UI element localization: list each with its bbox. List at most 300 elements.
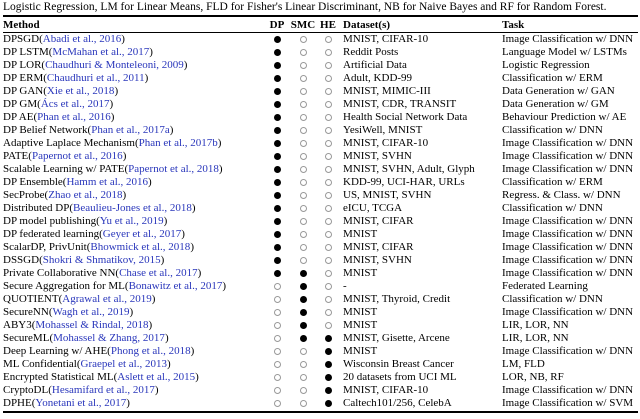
he-indicator-icon	[325, 244, 332, 251]
he-indicator-icon	[325, 166, 332, 173]
smc-indicator-icon	[300, 205, 307, 212]
method-cell	[3, 72, 265, 85]
datasets-cell: MNIST, CDR, TRANSIT	[343, 98, 457, 110]
citation-close-paren: )	[149, 46, 153, 58]
task-cell: Classification w/ ERM	[502, 72, 603, 84]
smc-cell	[289, 293, 317, 306]
citation-link[interactable]: Ács et al., 2017	[40, 98, 110, 110]
citation-link[interactable]: Zhao et al., 2018	[48, 189, 123, 201]
method-name: DP model publishing	[3, 215, 97, 227]
citation-close-paren: )	[148, 319, 153, 331]
dp-cell	[265, 59, 289, 72]
citation-close-paren: )	[122, 189, 127, 201]
dp-cell	[265, 215, 289, 228]
he-cell	[317, 189, 339, 202]
he-cell	[317, 59, 339, 72]
citation-link[interactable]: Xie et al., 2018	[46, 85, 115, 97]
smc-indicator-icon	[300, 387, 307, 394]
method-name: DP federated learning	[3, 228, 100, 240]
dp-indicator-icon	[274, 335, 281, 342]
he-indicator-icon	[325, 88, 332, 95]
he-indicator-icon	[325, 62, 332, 69]
table-row	[3, 72, 638, 85]
smc-cell	[289, 72, 317, 85]
dp-cell	[265, 150, 289, 163]
he-indicator-icon	[325, 309, 332, 316]
dp-cell	[265, 345, 289, 358]
citation-open-paren: (	[124, 280, 129, 292]
task-cell: Regress. & Class. w/ DNN	[502, 189, 621, 201]
citation-open-paren: (	[86, 241, 91, 253]
datasets-cell: Caltech101/256, CelebA	[343, 397, 452, 409]
dp-indicator-icon	[274, 257, 281, 264]
citation-link[interactable]: Phong et al., 2018	[110, 345, 191, 357]
smc-indicator-icon	[300, 322, 307, 329]
citation-open-paren: (	[62, 176, 67, 188]
smc-indicator-icon	[300, 374, 307, 381]
he-indicator-icon	[325, 374, 332, 381]
citation-link[interactable]: Bonawitz et al., 2017	[128, 280, 223, 292]
citation-open-paren: (	[43, 72, 47, 84]
task-cell: Image Classification w/ DNN	[502, 215, 634, 227]
smc-indicator-icon	[300, 218, 307, 225]
dp-indicator-icon	[274, 192, 281, 199]
citation-open-paren: (	[107, 345, 111, 357]
citation-link[interactable]: Wagh et al., 2019	[52, 306, 130, 318]
task-cell: LIR, LOR, NN	[502, 319, 569, 331]
citation-close-paren: )	[190, 241, 194, 253]
citation-close-paren: )	[197, 267, 202, 279]
method-cell	[3, 293, 265, 306]
citation-close-paren: )	[217, 137, 222, 149]
he-indicator-icon	[325, 322, 332, 329]
he-cell	[317, 72, 339, 85]
datasets-cell: MNIST, SVHN	[343, 254, 412, 266]
dp-cell	[265, 319, 289, 332]
task-cell: LIR, LOR, NN	[502, 332, 569, 344]
dp-indicator-icon	[274, 218, 281, 225]
dp-indicator-icon	[274, 296, 281, 303]
table-row	[3, 358, 638, 371]
citation-close-paren: )	[190, 345, 195, 357]
column-header-datasets: Dataset(s)	[343, 18, 391, 31]
datasets-cell: MNIST, SVHN, Adult, Glyph	[343, 163, 475, 175]
citation-close-paren: )	[191, 202, 196, 214]
citation-link[interactable]: Papernot et al., 2018	[128, 163, 219, 175]
table-row	[3, 371, 638, 384]
datasets-cell: MNIST, SVHN	[343, 150, 412, 162]
method-name: CryptoDL	[3, 384, 49, 396]
method-cell	[3, 176, 265, 189]
method-cell	[3, 98, 265, 111]
method-name: Secure Aggregation for ML	[3, 280, 125, 292]
smc-indicator-icon	[300, 36, 307, 43]
dp-indicator-icon	[274, 140, 281, 147]
citation-link[interactable]: Shokri & Shmatikov, 2015	[42, 254, 161, 266]
dp-indicator-icon	[274, 244, 281, 251]
he-cell	[317, 111, 339, 124]
he-indicator-icon	[325, 361, 332, 368]
citation-link[interactable]: Chaudhuri & Monteleoni, 2009	[45, 59, 184, 71]
citation-open-paren: (	[113, 371, 118, 383]
method-cell	[3, 33, 265, 46]
citation-close-paren: )	[181, 228, 185, 240]
method-cell	[3, 59, 265, 72]
method-cell	[3, 345, 265, 358]
method-cell	[3, 397, 265, 410]
citation-open-paren: (	[48, 46, 53, 58]
column-header-he: HE	[320, 18, 336, 31]
he-cell	[317, 254, 339, 267]
smc-indicator-icon	[300, 296, 307, 303]
task-cell: Logistic Regression	[502, 59, 590, 71]
task-cell: Classification w/ DNN	[502, 293, 603, 305]
dp-cell	[265, 72, 289, 85]
method-name: Encrypted Statistical ML	[3, 371, 114, 383]
task-cell: Language Model w/ LSTMs	[502, 46, 627, 58]
citation-open-paren: (	[69, 202, 73, 214]
smc-indicator-icon	[300, 127, 307, 134]
smc-cell	[289, 397, 317, 410]
smc-cell	[289, 59, 317, 72]
citation-link[interactable]: Bhowmick et al., 2018	[90, 241, 191, 253]
he-cell	[317, 176, 339, 189]
citation-link[interactable]: Chaudhuri et al., 2011	[46, 72, 145, 84]
citation-link[interactable]: Beaulieu-Jones et al., 2018	[72, 202, 192, 214]
he-cell	[317, 124, 339, 137]
table-row	[3, 111, 638, 124]
he-cell	[317, 98, 339, 111]
smc-indicator-icon	[300, 309, 307, 316]
citation-close-paren: )	[164, 332, 169, 344]
method-name: DPHE	[3, 397, 32, 409]
table-row	[3, 397, 638, 410]
method-cell	[3, 85, 265, 98]
method-cell	[3, 46, 265, 59]
citation-close-paren: )	[129, 306, 134, 318]
he-indicator-icon	[325, 231, 332, 238]
citation-close-paren: )	[183, 59, 188, 71]
dp-indicator-icon	[274, 36, 281, 43]
he-indicator-icon	[325, 153, 332, 160]
datasets-cell: MNIST, Thyroid, Credit	[343, 293, 451, 305]
citation-open-paren: (	[87, 124, 92, 136]
dp-cell	[265, 332, 289, 345]
table-row	[3, 137, 638, 150]
citation-close-paren: )	[121, 33, 125, 45]
smc-cell	[289, 202, 317, 215]
citation-open-paren: (	[99, 228, 103, 240]
datasets-cell: Reddit Posts	[343, 46, 399, 58]
method-name: DPSGD	[3, 33, 40, 45]
method-cell	[3, 280, 265, 293]
smc-cell	[289, 215, 317, 228]
table-row	[3, 332, 638, 345]
task-cell: Federated Learning	[502, 280, 588, 292]
dp-indicator-icon	[274, 374, 281, 381]
method-cell	[3, 319, 265, 332]
table-row	[3, 46, 638, 59]
task-cell: Image Classification w/ DNN	[502, 345, 634, 357]
table-row	[3, 228, 638, 241]
task-cell: Image Classification w/ SVM	[502, 397, 634, 409]
smc-cell	[289, 98, 317, 111]
method-cell	[3, 215, 265, 228]
citation-close-paren: )	[218, 163, 223, 175]
table-row	[3, 384, 638, 397]
dp-indicator-icon	[274, 205, 281, 212]
citation-close-paren: )	[160, 254, 165, 266]
citation-link[interactable]: Yonetani et al., 2017	[35, 397, 127, 409]
method-cell	[3, 241, 265, 254]
he-indicator-icon	[325, 140, 332, 147]
smc-cell	[289, 85, 317, 98]
he-indicator-icon	[325, 283, 332, 290]
smc-cell	[289, 267, 317, 280]
citation-link[interactable]: Chase et al., 2017	[119, 267, 198, 279]
dp-indicator-icon	[274, 322, 281, 329]
citation-link[interactable]: Aslett et al., 2015	[117, 371, 196, 383]
method-cell	[3, 332, 265, 345]
smc-cell	[289, 124, 317, 137]
citation-open-paren: (	[44, 189, 49, 201]
dp-indicator-icon	[274, 62, 281, 69]
dp-indicator-icon	[274, 387, 281, 394]
task-cell: Image Classification w/ DNN	[502, 163, 634, 175]
smc-cell	[289, 189, 317, 202]
method-cell	[3, 267, 265, 280]
table-body	[3, 33, 638, 410]
table-row	[3, 98, 638, 111]
he-indicator-icon	[325, 348, 332, 355]
datasets-cell: MNIST, CIFAR-10	[343, 384, 429, 396]
dp-cell	[265, 46, 289, 59]
datasets-cell: Wisconsin Breast Cancer	[343, 358, 454, 370]
task-cell: Image Classification w/ DNN	[502, 150, 634, 162]
smc-cell	[289, 33, 317, 46]
he-cell	[317, 280, 339, 293]
he-cell	[317, 150, 339, 163]
dp-indicator-icon	[274, 231, 281, 238]
smc-cell	[289, 254, 317, 267]
smc-indicator-icon	[300, 192, 307, 199]
task-cell: Image Classification w/ DNN	[502, 267, 634, 279]
dp-cell	[265, 267, 289, 280]
method-name: DP Ensemble	[3, 176, 63, 188]
he-indicator-icon	[325, 205, 332, 212]
dp-cell	[265, 397, 289, 410]
dp-cell	[265, 202, 289, 215]
dp-cell	[265, 33, 289, 46]
citation-link[interactable]: Mohassel & Rindal, 2018	[35, 319, 149, 331]
smc-indicator-icon	[300, 231, 307, 238]
dp-indicator-icon	[274, 153, 281, 160]
table-row	[3, 267, 638, 280]
table-row	[3, 176, 638, 189]
he-cell	[317, 137, 339, 150]
citation-close-paren: )	[122, 150, 127, 162]
datasets-cell: MNIST, MIMIC-III	[343, 85, 431, 97]
citation-link[interactable]: Hamm et al., 2016	[66, 176, 149, 188]
datasets-cell: KDD-99, UCI-HAR, URLs	[343, 176, 465, 188]
dp-cell	[265, 124, 289, 137]
method-name: Adaptive Laplace Mechanism	[3, 137, 135, 149]
method-cell	[3, 358, 265, 371]
datasets-cell: eICU, TCGA	[343, 202, 403, 214]
task-cell: Data Generation w/ GAN	[502, 85, 615, 97]
citation-link[interactable]: Phan et al., 2017b	[138, 137, 218, 149]
task-cell: LM, FLD	[502, 358, 545, 370]
task-cell: Behaviour Prediction w/ AE	[502, 111, 627, 123]
dp-indicator-icon	[274, 49, 281, 56]
method-name: DP GAN	[3, 85, 44, 97]
citation-close-paren: )	[114, 85, 119, 97]
method-name: DP ERM	[3, 72, 44, 84]
table-row	[3, 124, 638, 137]
datasets-cell: -	[343, 280, 347, 292]
he-cell	[317, 345, 339, 358]
citation-link[interactable]: Papernot et al., 2016	[31, 150, 123, 162]
dp-indicator-icon	[274, 114, 281, 121]
table-header-row	[3, 17, 638, 32]
dp-indicator-icon	[274, 166, 281, 173]
smc-indicator-icon	[300, 88, 307, 95]
method-name: SecureML	[3, 332, 50, 344]
smc-indicator-icon	[300, 101, 307, 108]
table-bottom-rule	[3, 411, 638, 413]
citation-open-paren: (	[76, 358, 81, 370]
citation-open-paren: (	[96, 215, 100, 227]
smc-cell	[289, 306, 317, 319]
method-cell	[3, 137, 265, 150]
citation-close-paren: )	[109, 98, 114, 110]
table-row	[3, 241, 638, 254]
datasets-cell: MNIST, CIFAR	[343, 241, 414, 253]
method-name: Private Collaborative NN	[3, 267, 116, 279]
datasets-cell: MNIST	[343, 345, 378, 357]
dp-indicator-icon	[274, 88, 281, 95]
he-cell	[317, 397, 339, 410]
he-indicator-icon	[325, 257, 332, 264]
citation-link[interactable]: Agrawal et al., 2019	[62, 293, 152, 305]
method-name: DP Belief Network	[3, 124, 88, 136]
datasets-cell: MNIST	[343, 267, 378, 279]
method-cell	[3, 384, 265, 397]
he-cell	[317, 332, 339, 345]
citation-link[interactable]: Hesamifard et al., 2017	[51, 384, 155, 396]
he-indicator-icon	[325, 179, 332, 186]
task-cell: Classification w/ DNN	[502, 202, 603, 214]
smc-cell	[289, 332, 317, 345]
method-name: ScalarDP, PrivUnit	[3, 241, 87, 253]
table-row	[3, 59, 638, 72]
citation-close-paren: )	[144, 72, 149, 84]
smc-cell	[289, 228, 317, 241]
dp-indicator-icon	[274, 309, 281, 316]
task-cell: LOR, NB, RF	[502, 371, 564, 383]
citation-open-paren: (	[124, 163, 129, 175]
dp-cell	[265, 85, 289, 98]
he-indicator-icon	[325, 400, 332, 407]
dp-cell	[265, 293, 289, 306]
task-cell: Image Classification w/ DNN	[502, 241, 634, 253]
citation-link[interactable]: Abadi et al., 2016	[42, 33, 122, 45]
citation-link[interactable]: Phan et al., 2016	[37, 111, 111, 123]
citation-open-paren: (	[43, 85, 47, 97]
dp-cell	[265, 228, 289, 241]
citation-close-paren: )	[151, 293, 156, 305]
method-cell	[3, 306, 265, 319]
method-cell	[3, 371, 265, 384]
citation-open-paren: (	[41, 59, 46, 71]
table-row	[3, 189, 638, 202]
smc-indicator-icon	[300, 361, 307, 368]
dp-indicator-icon	[274, 348, 281, 355]
dp-cell	[265, 306, 289, 319]
citation-close-paren: )	[163, 215, 168, 227]
datasets-cell: MNIST	[343, 306, 378, 318]
table-row	[3, 150, 638, 163]
method-cell	[3, 254, 265, 267]
method-name: DP GM	[3, 98, 38, 110]
citation-open-paren: (	[48, 306, 53, 318]
table-row	[3, 202, 638, 215]
citation-link[interactable]: Graepel et al., 2013	[80, 358, 167, 370]
he-cell	[317, 46, 339, 59]
method-name: Scalable Learning w/ PATE	[3, 163, 125, 175]
smc-indicator-icon	[300, 348, 307, 355]
smc-indicator-icon	[300, 62, 307, 69]
citation-open-paren: (	[134, 137, 139, 149]
dp-indicator-icon	[274, 179, 281, 186]
citation-link[interactable]: Mohassel & Zhang, 2017	[53, 332, 165, 344]
dp-cell	[265, 176, 289, 189]
column-header-dp: DP	[269, 18, 285, 31]
citation-open-paren: (	[115, 267, 120, 279]
datasets-cell: Health Social Network Data	[343, 111, 468, 123]
he-cell	[317, 228, 339, 241]
dp-indicator-icon	[274, 283, 281, 290]
dp-cell	[265, 137, 289, 150]
citation-close-paren: )	[169, 124, 174, 136]
table-row	[3, 345, 638, 358]
table-row	[3, 254, 638, 267]
he-indicator-icon	[325, 218, 332, 225]
citation-link[interactable]: Phan et al., 2017a	[91, 124, 170, 136]
dp-indicator-icon	[274, 400, 281, 407]
citation-link[interactable]: Geyer et al., 2017	[102, 228, 182, 240]
column-header-smc: SMC	[290, 18, 316, 31]
datasets-cell: MNIST, CIFAR-10	[343, 137, 429, 149]
smc-indicator-icon	[300, 283, 307, 290]
citation-link[interactable]: McMahan et al., 2017	[52, 46, 150, 58]
table-row	[3, 33, 638, 46]
method-cell	[3, 189, 265, 202]
he-indicator-icon	[325, 192, 332, 199]
dp-indicator-icon	[274, 361, 281, 368]
method-name: PATE	[3, 150, 29, 162]
method-cell	[3, 163, 265, 176]
he-indicator-icon	[325, 270, 332, 277]
task-cell: Classification w/ ERM	[502, 176, 603, 188]
citation-open-paren: (	[39, 33, 43, 45]
dp-cell	[265, 280, 289, 293]
smc-indicator-icon	[300, 335, 307, 342]
datasets-cell: MNIST, CIFAR-10	[343, 33, 429, 45]
he-cell	[317, 319, 339, 332]
citation-link[interactable]: Yu et al., 2019	[99, 215, 164, 227]
method-name: ML Confidential	[3, 358, 77, 370]
